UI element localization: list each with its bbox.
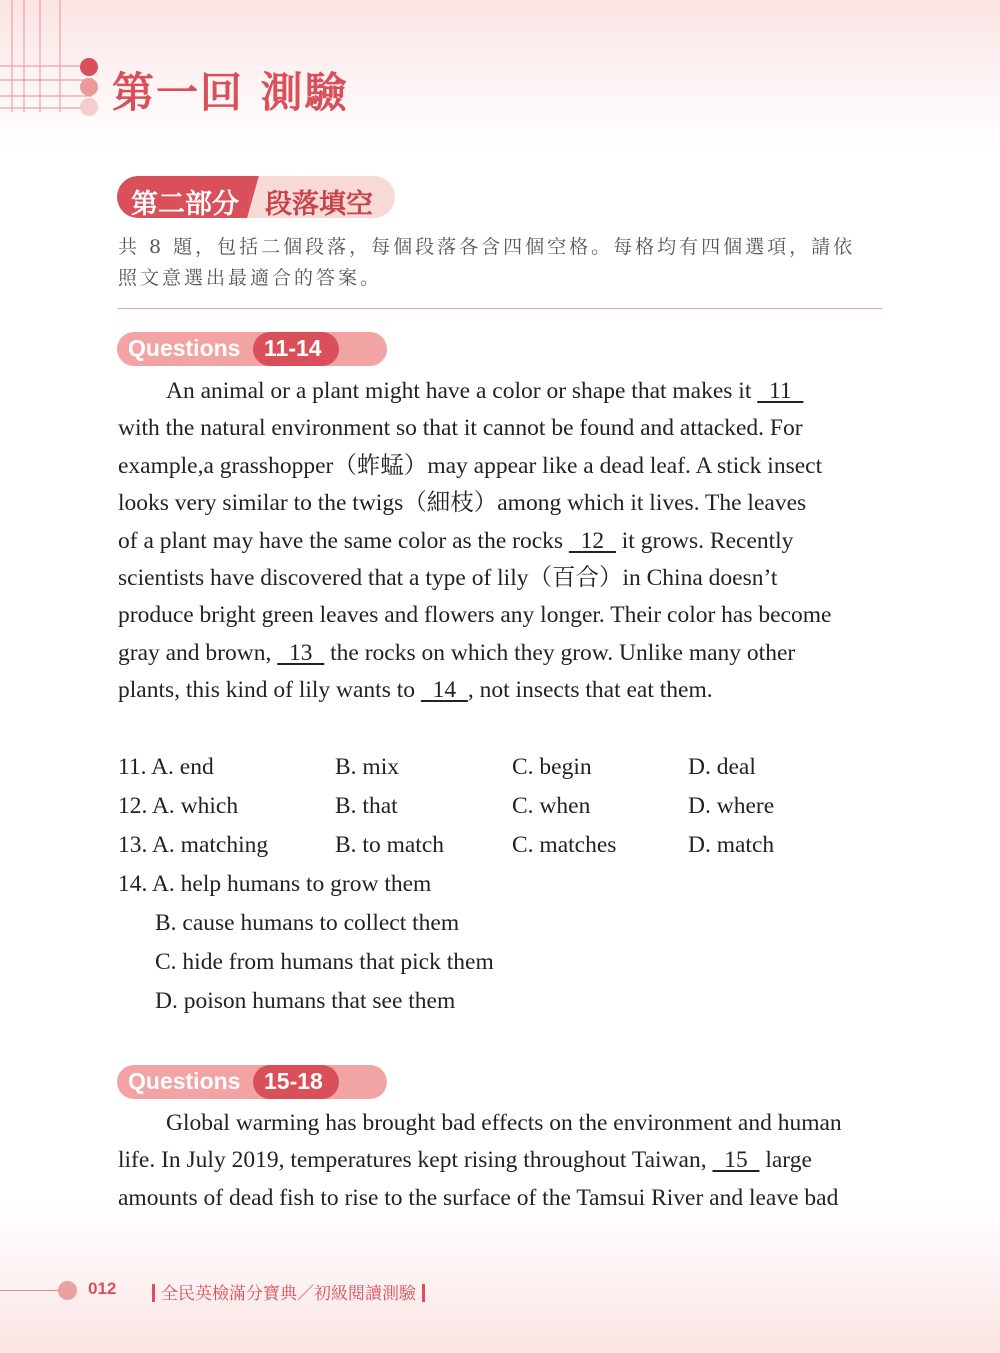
option-b: B. that	[335, 793, 398, 819]
question-14-option-d: D. poison humans that see them	[155, 988, 456, 1014]
passage-line: looks very similar to the twigs（細枝）among which it lives. The leaves	[118, 490, 807, 517]
questions-label: Questions	[128, 335, 241, 361]
question-11-options	[118, 748, 888, 787]
passage-line: plants, this kind of lily wants to 14 , not insects that eat them.	[118, 677, 713, 704]
blank-15: 15	[712, 1147, 760, 1174]
passage-11-14	[118, 373, 888, 710]
option-b: B. mix	[335, 754, 399, 780]
options-11-14	[118, 748, 888, 1021]
questions-range: 11-14	[264, 335, 322, 361]
option-d: D. where	[688, 793, 775, 819]
instructions	[118, 232, 888, 294]
passage-line: life. In July 2019, temperatures kept rising throughout Taiwan, 15 large	[118, 1147, 812, 1174]
section-label-part: 第二部分	[131, 189, 239, 220]
dot-icon	[80, 58, 98, 76]
footer-book-title: 全民英檢滿分寶典／初級閱讀測驗	[146, 1279, 431, 1304]
passage-line: produce bright green leaves and flowers any longer. Their color has become	[118, 602, 832, 629]
question-12-options	[118, 787, 888, 826]
page-title: 第一回 測驗	[112, 68, 349, 117]
divider	[118, 308, 882, 309]
passage-15-18	[118, 1105, 888, 1217]
option-d: D. match	[688, 832, 775, 858]
option-c: C. begin	[512, 754, 592, 780]
questions-label: Questions	[128, 1068, 241, 1094]
passage-line: of a plant may have the same color as the rocks 12 it grows. Recently	[118, 527, 794, 554]
dot-icon	[80, 98, 98, 116]
passage-line: scientists have discovered that a type of lily（百合）in China doesn’t	[118, 565, 778, 592]
title-dots	[80, 58, 98, 118]
question-14-option-b: B. cause humans to collect them	[155, 910, 460, 936]
section-label-type: 段落填空	[265, 189, 373, 220]
blank-12: 12	[568, 527, 616, 554]
blank-13: 13	[277, 639, 325, 666]
blank-11: 11	[757, 378, 804, 404]
footer-background	[0, 1203, 1000, 1353]
instructions-line: 照文意選出最適合的答案。	[118, 267, 383, 289]
passage-line: example,a grasshopper（蚱蜢）may appear like a dead leaf. A stick insect	[118, 452, 823, 479]
blank-14: 14	[420, 677, 468, 704]
question-14-option-a: 14. A. help humans to grow them	[118, 871, 432, 897]
option-d: D. deal	[688, 754, 756, 780]
option-a: 13. A. matching	[118, 832, 269, 858]
passage-line: amounts of dead fish to rise to the surface of the Tamsui River and leave bad	[118, 1184, 839, 1211]
option-a: 11. A. end	[118, 754, 214, 780]
question-14-option-c: C. hide from humans that pick them	[155, 949, 494, 975]
footer-dot-icon	[58, 1281, 77, 1300]
option-c: C. when	[512, 793, 591, 819]
instructions-line: 共 8 題，包括二個段落，每個段落各含四個空格。每格均有四個選項，請依	[118, 236, 856, 258]
option-a: 12. A. which	[118, 793, 239, 819]
passage-line: gray and brown, 13 the rocks on which they grow. Unlike many other	[118, 639, 796, 666]
passage-line: with the natural environment so that it cannot be found and attacked. For	[118, 415, 803, 442]
question-13-options	[118, 826, 888, 865]
questions-range: 15-18	[264, 1068, 323, 1094]
passage-line: Global warming has brought bad effects on the environment and human	[166, 1110, 842, 1136]
dot-icon	[80, 78, 98, 96]
page-number: 012	[88, 1279, 117, 1298]
option-c: C. matches	[512, 832, 617, 858]
option-b: B. to match	[335, 832, 444, 858]
passage-line: An animal or a plant might have a color or shape that makes it 11	[166, 378, 804, 404]
